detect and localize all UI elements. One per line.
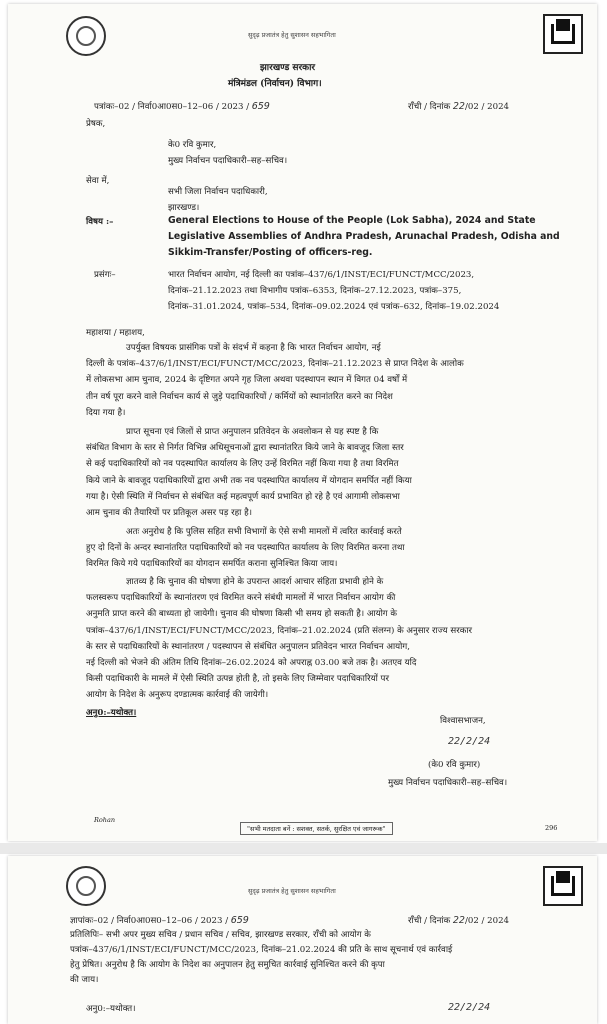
subject-line: Legislative Assemblies of Andhra Pradesh, Arunachal Pradesh, Odisha and: [168, 231, 560, 242]
para-line: दिल्ली के पत्रांक–437/6/1/INST/ECI/FUNCT/MCC/2023, दिनांक–21.12.2023 से प्राप्त निदेश के आलोक: [86, 359, 464, 370]
memo-number-handwritten: 659: [230, 915, 249, 926]
salutation: महाशया / महाशय,: [86, 328, 145, 338]
paragraph-2: [86, 424, 551, 521]
para-line: से कई पदाधिकारियों को नव पदस्थापित कार्यालय के लिए उन्हें विरमित नहीं किया गया है तथा विरमित: [86, 459, 399, 470]
letter-number-handwritten: 659: [251, 101, 270, 112]
footer-number: 296: [545, 824, 558, 832]
memo-number-prefix: ज्ञापांकः–02 / निर्वा0आ0स0–12–06 / 2023 /: [70, 916, 229, 926]
subject-line: General Elections to House of the People (Lok Sabha), 2024 and State: [168, 215, 536, 226]
para-line: प्रतिलिपिः– सभी अपर मुख्य सचिव / प्रधान सचिव / सचिव, झारखण्ड सरकार, राँची को आयोग के: [70, 930, 371, 940]
date-handwritten-day: 22: [452, 915, 465, 926]
paragraph-1: [86, 340, 551, 421]
state-emblem-icon: [66, 16, 106, 56]
memo-date: [408, 914, 509, 926]
place-date-label: राँची / दिनांक: [408, 102, 451, 112]
letter-number-prefix: पत्रांकः–02 / निर्वा0आ0स0–12–06 / 2023 /: [94, 102, 250, 112]
para-line: प्राप्त सूचना एवं जिलों से प्राप्त अनुपालन प्रतिवेदन के अवलोकन से यह स्पष्ट है कि: [126, 427, 379, 437]
signer-title: मुख्य निर्वाचन पदाधिकारी–सह–सचिव।: [388, 778, 508, 788]
closing: विश्वासभाजन,: [440, 716, 486, 726]
date-rest: /02 / 2024: [464, 102, 510, 112]
state-emblem-icon: [66, 866, 106, 906]
para-line: तीन वर्ष पूरा करने वाले निर्वाचन कार्य से जुड़े पदाधिकारियों / कर्मियों को स्थानांतरित करने का निदेश: [86, 391, 393, 402]
para-line: की जाय।: [70, 975, 99, 985]
para-line: के स्तर से पदाधिकारियों के स्थानांतरण / पदस्थापन से संबंधित अनुपालन प्रतिवेदन भारत निर्वाचन आयोग,: [86, 641, 410, 652]
para-line: दिया गया है।: [86, 407, 126, 418]
date-rest: /02 / 2024: [464, 916, 510, 926]
reference-line: दिनांक–31.01.2024, पत्रांक–534, दिनांक–09.02.2024 एवं पत्रांक–632, दिनांक–19.02.2024: [168, 302, 500, 312]
para-line: आम चुनाव की तैयारियों पर प्रतिकूल असर पड़ रहा है।: [86, 508, 252, 519]
para-line: नई दिल्ली को भेजने की अंतिम तिथि दिनांक–26.02.2024 को अपराह्न 03.00 बजे तक है। अतएव यदि: [86, 658, 417, 669]
para-line: फलस्वरूप पदाधिकारियों के स्थानांतरण एवं विरमित करने संबंधी मामलों में भारत निर्वाचन आयोग की: [86, 593, 396, 604]
reference-line: दिनांक–21.12.2023 तथा विभागीय पत्रांक–6353, दिनांक–27.12.2023, पत्रांक–375,: [168, 286, 462, 296]
date-handwritten-day: 22: [452, 101, 465, 112]
org-title: झारखण्ड सरकार: [260, 63, 316, 73]
memo-number: [70, 914, 249, 926]
sender-label: प्रेषक,: [86, 119, 106, 129]
para-line: पत्रांक–437/6/1/INST/ECI/FUNCT/MCC/2023, दिनांक–21.02.2024 की प्रति के साथ सूचनार्थ एवं कार्रवाई: [70, 945, 453, 955]
para-line: ज्ञातव्य है कि चुनाव की घोषणा होने के उपरान्त आदर्श आचार संहिता प्रभावी होने के: [126, 577, 384, 587]
corner-note: Rohan: [94, 816, 116, 824]
letter-page-1: [8, 4, 597, 841]
place-date-label: राँची / दिनांक: [408, 916, 451, 926]
para-line: संबंधित विभाग के स्तर से निर्गत विभिन्न अधिसूचनाओं द्वारा स्थानांतरित किये जाने के बावजूद जिला स्तर: [86, 443, 404, 454]
subject-label: विषय :–: [86, 217, 114, 227]
sender-title: मुख्य निर्वाचन पदाधिकारी–सह–सचिव।: [168, 156, 288, 166]
letter-page-2: [8, 856, 597, 1024]
tagline: सुदृढ़ प्रजातंत्र हेतु सुशासन सहभागिता: [248, 887, 336, 895]
dept-title: मंत्रिमंडल (निर्वाचन) विभाग।: [228, 79, 322, 89]
reference-line: भारत निर्वाचन आयोग, नई दिल्ली का पत्रांक–437/6/1/INST/ECI/FUNCT/MCC/2023,: [168, 270, 475, 280]
sender-name: के0 रवि कुमार,: [168, 140, 217, 150]
enclosure-note: अनु0:–यथोक्त।: [86, 708, 137, 718]
para-line: हुए दो दिनों के अन्दर स्थानांतरित पदाधिकारियों को नव पदस्थापित कार्यालय के लिए विरमित करना तथा: [86, 543, 405, 554]
recipient-line-2: झारखण्ड।: [168, 203, 200, 213]
signature: 22/2/24: [448, 1002, 491, 1013]
para-line: अतः अनुरोध है कि पुलिस सहित सभी विभागों के ऐसे सभी मामलों में त्वरित कार्रवाई करते: [126, 527, 402, 537]
tagline: सुदृढ़ प्रजातंत्र हेतु सुशासन सहभागिता: [248, 31, 336, 39]
reference-label: प्रसंगः–: [94, 270, 116, 280]
enclosure-note: अनु0:–यथोक्त।: [86, 1004, 136, 1014]
page-gap: [0, 843, 607, 854]
to-label: सेवा में,: [86, 176, 110, 186]
para-line: किये जाने के बावजूद पदाधिकारियों द्वारा अभी तक नव पदस्थापित कार्यालय में योगदान समर्पित नहीं किया: [86, 475, 412, 486]
para-line: अनुमति प्राप्त करने की बाध्यता हो जायेगी। चुनाव की घोषणा किसी भी समय हो सकती है। आयोग के: [86, 609, 397, 620]
para-line: आयोग के निदेश के अनुरूप दण्डात्मक कार्रवाई की जायेगी।: [86, 690, 269, 701]
para-line: हेतु प्रेषित। अनुरोध है कि आयोग के निदेश का अनुपालन हेतु समुचित कार्रवाई सुनिश्चित करने की कृपा: [70, 960, 385, 970]
para-line: पत्रांक–437/6/1/INST/ECI/FUNCT/MCC/2023, दिनांक–21.02.2024 (प्रति संलग्न) के अनुसार राज्य सरकार: [86, 625, 473, 636]
letter-date: [408, 100, 509, 112]
election-commission-logo-icon: [543, 14, 583, 54]
paragraph-3: [86, 524, 551, 573]
copy-paragraph: [70, 928, 555, 988]
signature: 22/2/24: [448, 736, 491, 747]
footer-slogan: "सभी मतदाता बनें : सशक्त, सतर्क, सुरक्षित एवं जागरूक": [240, 822, 393, 835]
subject-line: Sikkim-Transfer/Posting of officers-reg.: [168, 247, 373, 258]
para-line: गया है। ऐसी स्थिति में निर्वाचन से संबंधित कई महत्वपूर्ण कार्य प्रभावित हो रहे है एवं आगामी लोकसभा: [86, 491, 400, 502]
election-commission-logo-icon: [543, 866, 583, 906]
para-line: किसी पदाधिकारी के मामले में ऐसी स्थिति उत्पन्न होती है, तो इसके लिए जिम्मेवार पदाधिकारियों पर: [86, 674, 389, 685]
letter-number: [94, 100, 270, 112]
para-line: विरमित किये गये पदाधिकारियों का योगदान समर्पित कराना सुनिश्चित किया जाय।: [86, 559, 338, 570]
signer-name: (के0 रवि कुमार): [428, 760, 481, 770]
paragraph-4: [86, 574, 551, 704]
para-line: उपर्युक्त विषयक प्रासंगिक पत्रों के संदर्भ में कहना है कि भारत निर्वाचन आयोग, नई: [126, 343, 381, 353]
para-line: में लोकसभा आम चुनाव, 2024 के दृष्टिगत अपने गृह जिला अथवा पदस्थापन स्थान में विगत 04 वर्षों में: [86, 375, 408, 386]
recipient-line-1: सभी जिला निर्वाचन पदाधिकारी,: [168, 187, 268, 197]
